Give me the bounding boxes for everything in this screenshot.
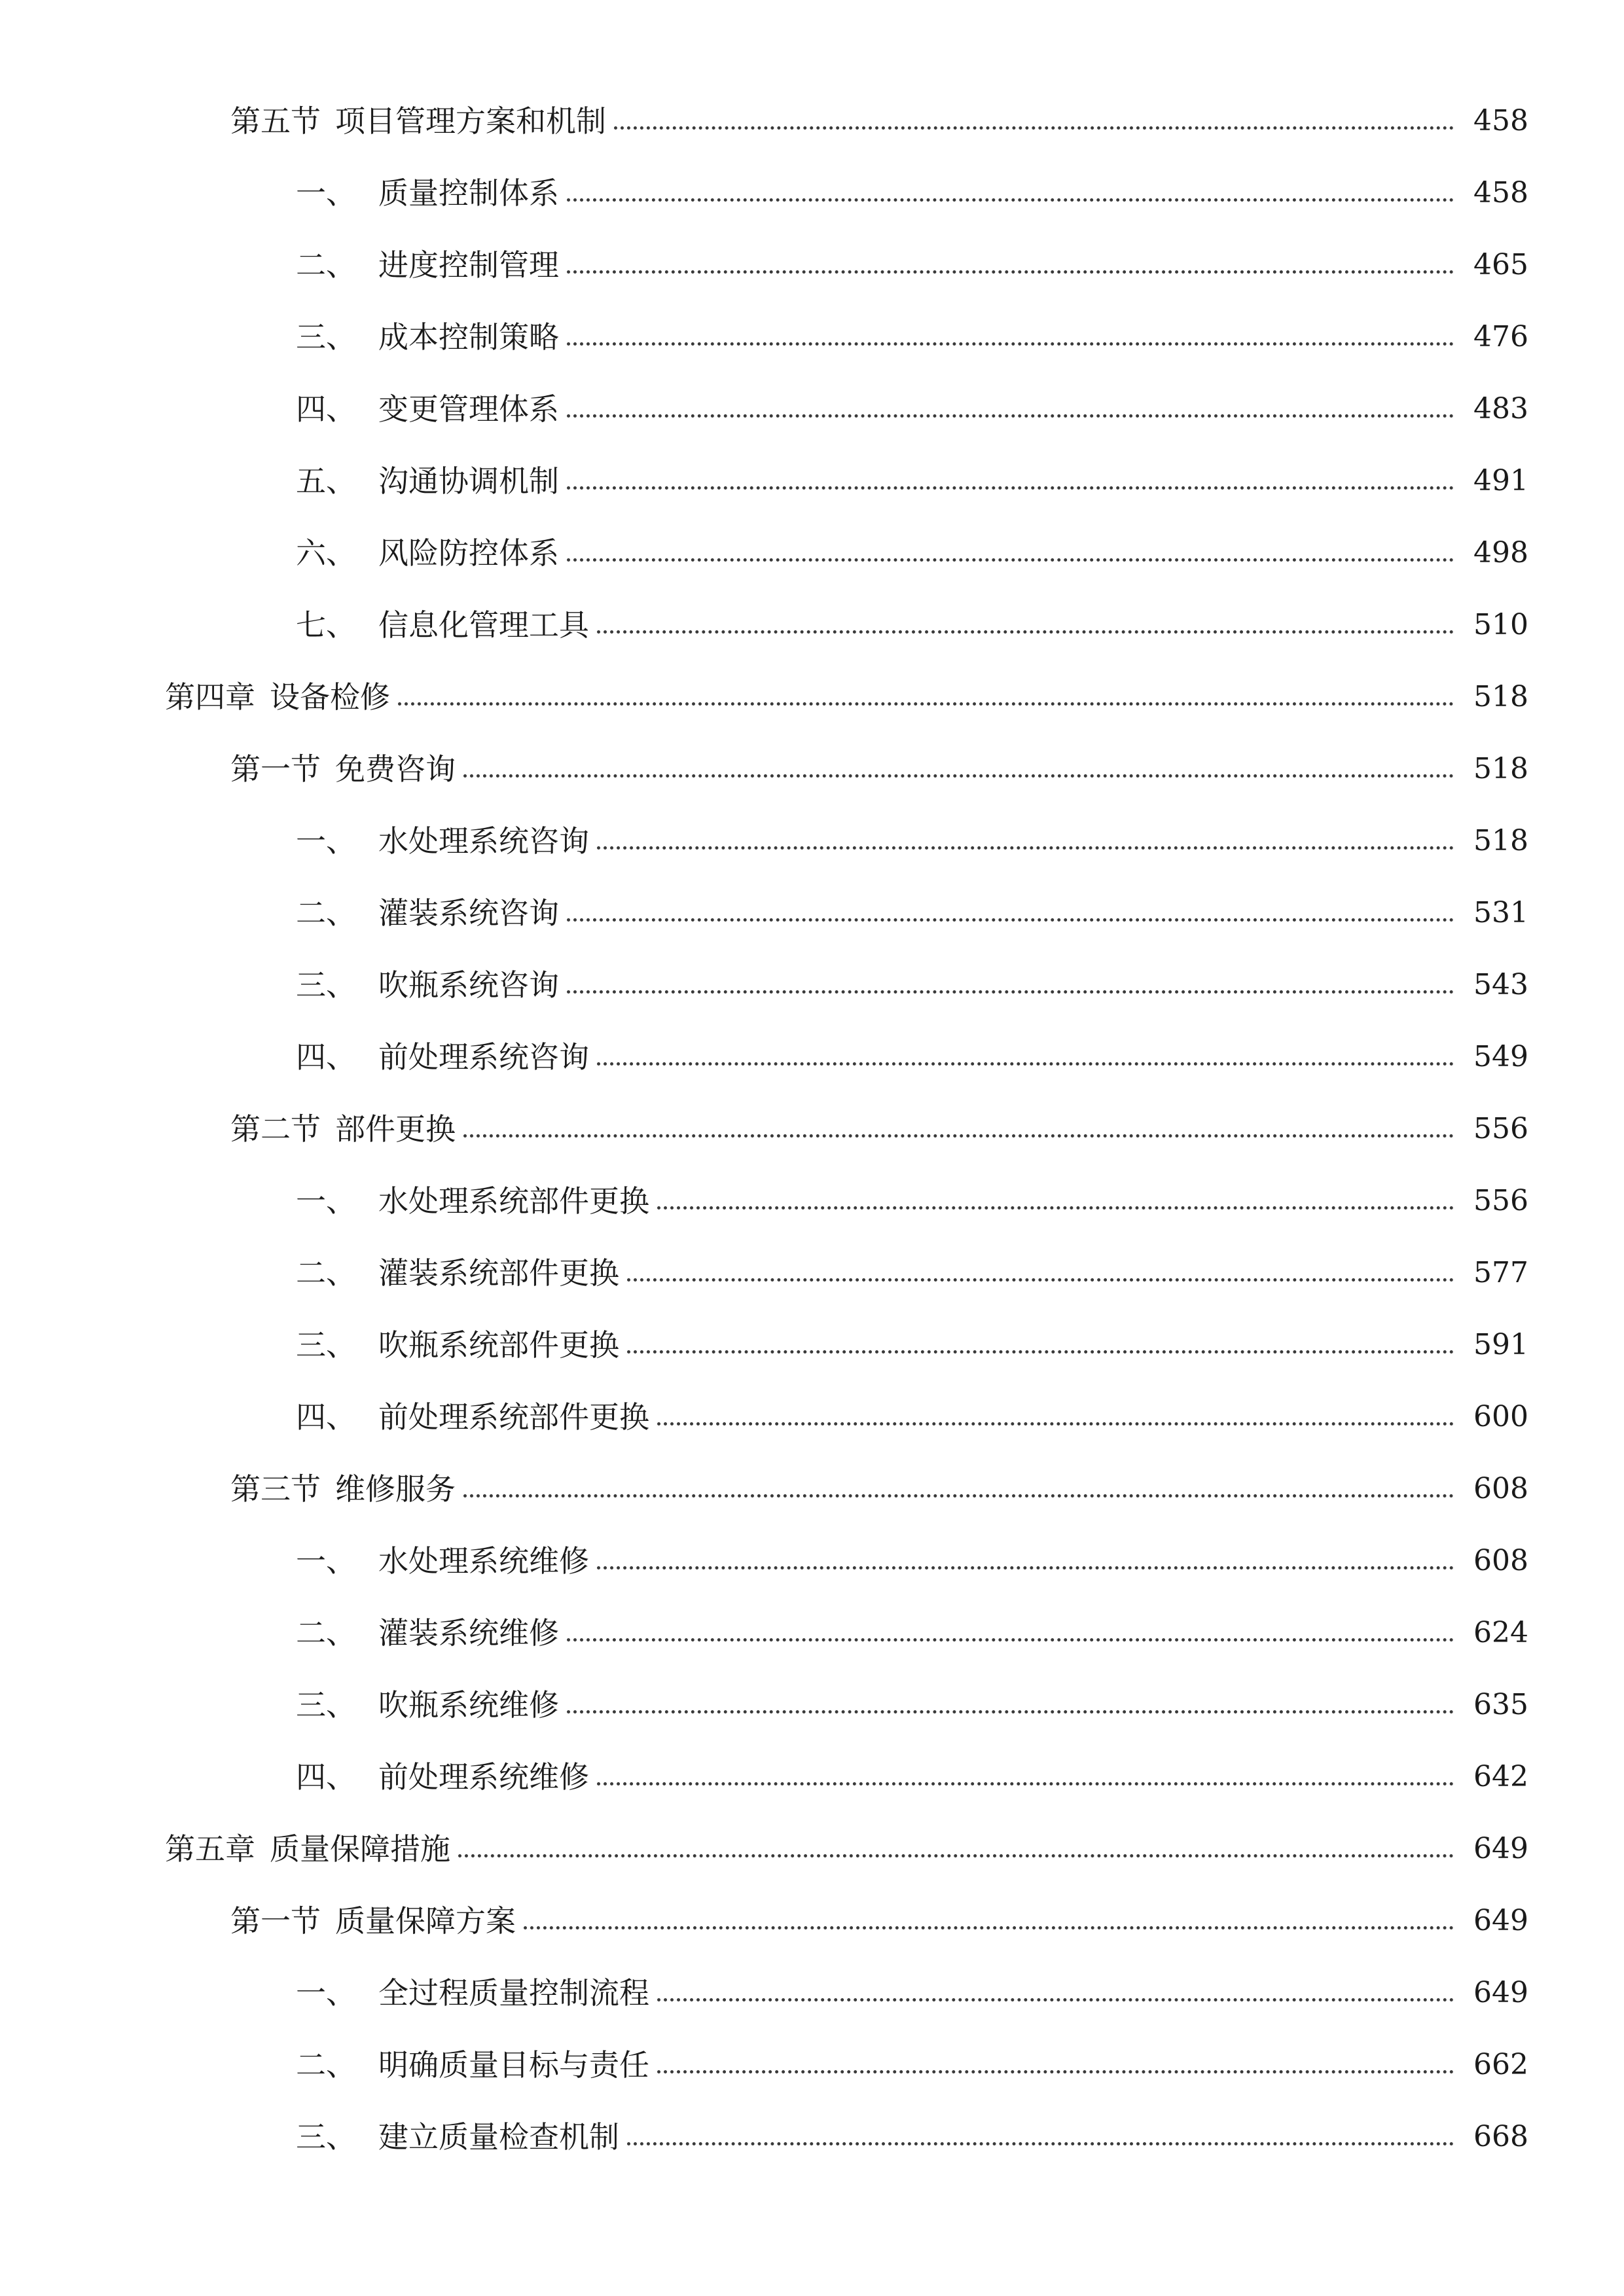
toc-entry[interactable] [0,1741,1624,1813]
toc-entry-page-number: 624 [1473,1616,1528,1649]
dot-leader [567,198,1454,202]
toc-entry-title: 成本控制策略 [378,319,559,355]
toc-entry-title: 质量控制体系 [378,175,559,211]
toc-entry-title: 变更管理体系 [378,391,559,427]
toc-entry-number: 二、 [296,1615,356,1651]
toc-entry-number: 三、 [296,1327,356,1363]
toc-entry-title: 免费咨询 [335,751,456,787]
toc-entry-number: 第五章 [165,1831,255,1867]
toc-entry-page-number: 458 [1473,176,1528,209]
toc-entry-page-number: 518 [1473,824,1528,857]
toc-entry-number: 第五节 [230,103,321,139]
toc-entry-number: 二、 [296,1255,356,1291]
dot-leader [458,1854,1454,1857]
toc-entry-page-number: 608 [1473,1544,1528,1577]
dot-leader [567,342,1454,346]
toc-entry[interactable] [0,1885,1624,1957]
toc-entry-title: 质量保障方案 [335,1903,516,1939]
toc-entry-number: 四、 [296,1759,356,1795]
dot-leader [597,846,1454,850]
toc-entry-page-number: 491 [1473,464,1528,497]
toc-entry[interactable] [0,1813,1624,1885]
toc-entry-number: 一、 [296,175,356,211]
toc-entry-number: 三、 [296,1687,356,1723]
toc-entry[interactable] [0,157,1624,229]
toc-entry-page-number: 668 [1473,2120,1528,2153]
toc-entry-number: 一、 [296,1975,356,2011]
toc-entry[interactable] [0,949,1624,1021]
dot-leader [567,558,1454,562]
dot-leader [597,630,1454,634]
toc-entry[interactable] [0,2101,1624,2173]
toc-entry-title: 前处理系统咨询 [378,1039,589,1075]
dot-leader [657,1422,1454,1426]
dot-leader [627,1278,1454,1282]
dot-leader [597,1062,1454,1066]
toc-entry[interactable] [0,1165,1624,1237]
toc-entry-title: 灌装系统部件更换 [378,1255,619,1291]
dot-leader [463,1134,1454,1138]
toc-entry-title: 吹瓶系统维修 [378,1687,559,1723]
toc-entry-number: 第四章 [165,679,255,715]
toc-entry-page-number: 591 [1473,1328,1528,1361]
toc-entry-number: 一、 [296,1543,356,1579]
toc-entry[interactable] [0,1237,1624,1309]
toc-entry-number: 三、 [296,319,356,355]
toc-entry-title: 灌装系统维修 [378,1615,559,1651]
dot-leader [657,1998,1454,2001]
toc-entry-page-number: 458 [1473,104,1528,137]
dot-leader [567,414,1454,418]
toc-entry[interactable] [0,301,1624,373]
toc-entry-number: 二、 [296,247,356,283]
toc-entry-number: 四、 [296,391,356,427]
toc-entry-page-number: 608 [1473,1472,1528,1505]
table-of-contents [0,85,1624,2173]
toc-entry-title: 进度控制管理 [378,247,559,283]
toc-entry[interactable] [0,1453,1624,1525]
toc-entry-title: 灌装系统咨询 [378,895,559,931]
toc-entry[interactable] [0,1597,1624,1669]
toc-entry-title: 前处理系统维修 [378,1759,589,1795]
dot-leader [524,1926,1454,1929]
toc-entry-number: 四、 [296,1039,356,1075]
toc-entry[interactable] [0,2029,1624,2101]
toc-entry[interactable] [0,85,1624,157]
toc-entry-page-number: 649 [1473,1832,1528,1865]
toc-entry[interactable] [0,1669,1624,1741]
toc-entry-title: 风险防控体系 [378,535,559,571]
toc-entry-number: 第一节 [230,1903,321,1939]
dot-leader [567,990,1454,994]
toc-entry-page-number: 600 [1473,1400,1528,1433]
dot-leader [463,774,1454,778]
toc-entry-number: 第二节 [230,1111,321,1147]
toc-entry-number: 第一节 [230,751,321,787]
toc-entry[interactable] [0,733,1624,805]
dot-leader [567,1638,1454,1641]
toc-entry[interactable] [0,589,1624,661]
toc-entry-title: 部件更换 [335,1111,456,1147]
toc-entry[interactable] [0,517,1624,589]
toc-entry-title: 水处理系统咨询 [378,823,589,859]
toc-entry-page-number: 556 [1473,1112,1528,1145]
dot-leader [567,918,1454,922]
toc-entry-title: 沟通协调机制 [378,463,559,499]
toc-entry[interactable] [0,877,1624,949]
toc-entry[interactable] [0,445,1624,517]
toc-entry[interactable] [0,1021,1624,1093]
toc-entry[interactable] [0,373,1624,445]
dot-leader [627,2142,1454,2145]
dot-leader [463,1494,1454,1498]
toc-entry-number: 第三节 [230,1471,321,1507]
toc-entry-title: 信息化管理工具 [378,607,589,643]
toc-entry[interactable] [0,1309,1624,1381]
toc-entry-number: 二、 [296,2047,356,2083]
toc-entry-number: 一、 [296,1183,356,1219]
toc-entry-title: 全过程质量控制流程 [378,1975,649,2011]
dot-leader [567,270,1454,274]
toc-entry[interactable] [0,661,1624,733]
toc-entry-number: 三、 [296,2119,356,2155]
toc-entry-page-number: 518 [1473,752,1528,785]
toc-entry-page-number: 642 [1473,1760,1528,1793]
toc-entry-title: 吹瓶系统咨询 [378,967,559,1003]
toc-entry-page-number: 518 [1473,680,1528,713]
dot-leader [398,702,1454,706]
toc-entry-page-number: 556 [1473,1184,1528,1217]
toc-entry[interactable] [0,1093,1624,1165]
toc-entry-title: 设备检修 [270,679,390,715]
toc-entry-page-number: 510 [1473,608,1528,641]
toc-entry-page-number: 577 [1473,1256,1528,1289]
dot-leader [627,1350,1454,1354]
toc-entry-number: 一、 [296,823,356,859]
toc-entry-number: 四、 [296,1399,356,1435]
toc-entry-page-number: 476 [1473,320,1528,353]
toc-entry-page-number: 483 [1473,392,1528,425]
toc-entry-title: 水处理系统维修 [378,1543,589,1579]
dot-leader [614,126,1454,130]
dot-leader [597,1782,1454,1785]
dot-leader [567,1710,1454,1713]
toc-entry-title: 明确质量目标与责任 [378,2047,649,2083]
toc-entry[interactable] [0,1381,1624,1453]
toc-entry-number: 二、 [296,895,356,931]
toc-entry-page-number: 649 [1473,1904,1528,1937]
toc-entry-title: 前处理系统部件更换 [378,1399,649,1435]
toc-entry[interactable] [0,1525,1624,1597]
toc-entry-page-number: 635 [1473,1688,1528,1721]
toc-entry-title: 质量保障措施 [270,1831,450,1867]
toc-entry-number: 五、 [296,463,356,499]
toc-entry-number: 三、 [296,967,356,1003]
toc-entry-page-number: 549 [1473,1040,1528,1073]
toc-entry-page-number: 465 [1473,248,1528,281]
toc-entry-page-number: 498 [1473,536,1528,569]
toc-entry[interactable] [0,229,1624,301]
toc-entry[interactable] [0,1957,1624,2029]
toc-entry-number: 六、 [296,535,356,571]
toc-entry-page-number: 543 [1473,968,1528,1001]
toc-entry-page-number: 662 [1473,2048,1528,2081]
dot-leader [597,1566,1454,1570]
toc-entry-title: 维修服务 [335,1471,456,1507]
toc-entry[interactable] [0,805,1624,877]
toc-entry-title: 项目管理方案和机制 [335,103,606,139]
toc-entry-page-number: 649 [1473,1976,1528,2009]
dot-leader [657,1206,1454,1210]
toc-entry-title: 建立质量检查机制 [378,2119,619,2155]
toc-entry-number: 七、 [296,607,356,643]
toc-entry-title: 水处理系统部件更换 [378,1183,649,1219]
dot-leader [657,2070,1454,2073]
dot-leader [567,486,1454,490]
toc-entry-page-number: 531 [1473,896,1528,929]
toc-entry-title: 吹瓶系统部件更换 [378,1327,619,1363]
